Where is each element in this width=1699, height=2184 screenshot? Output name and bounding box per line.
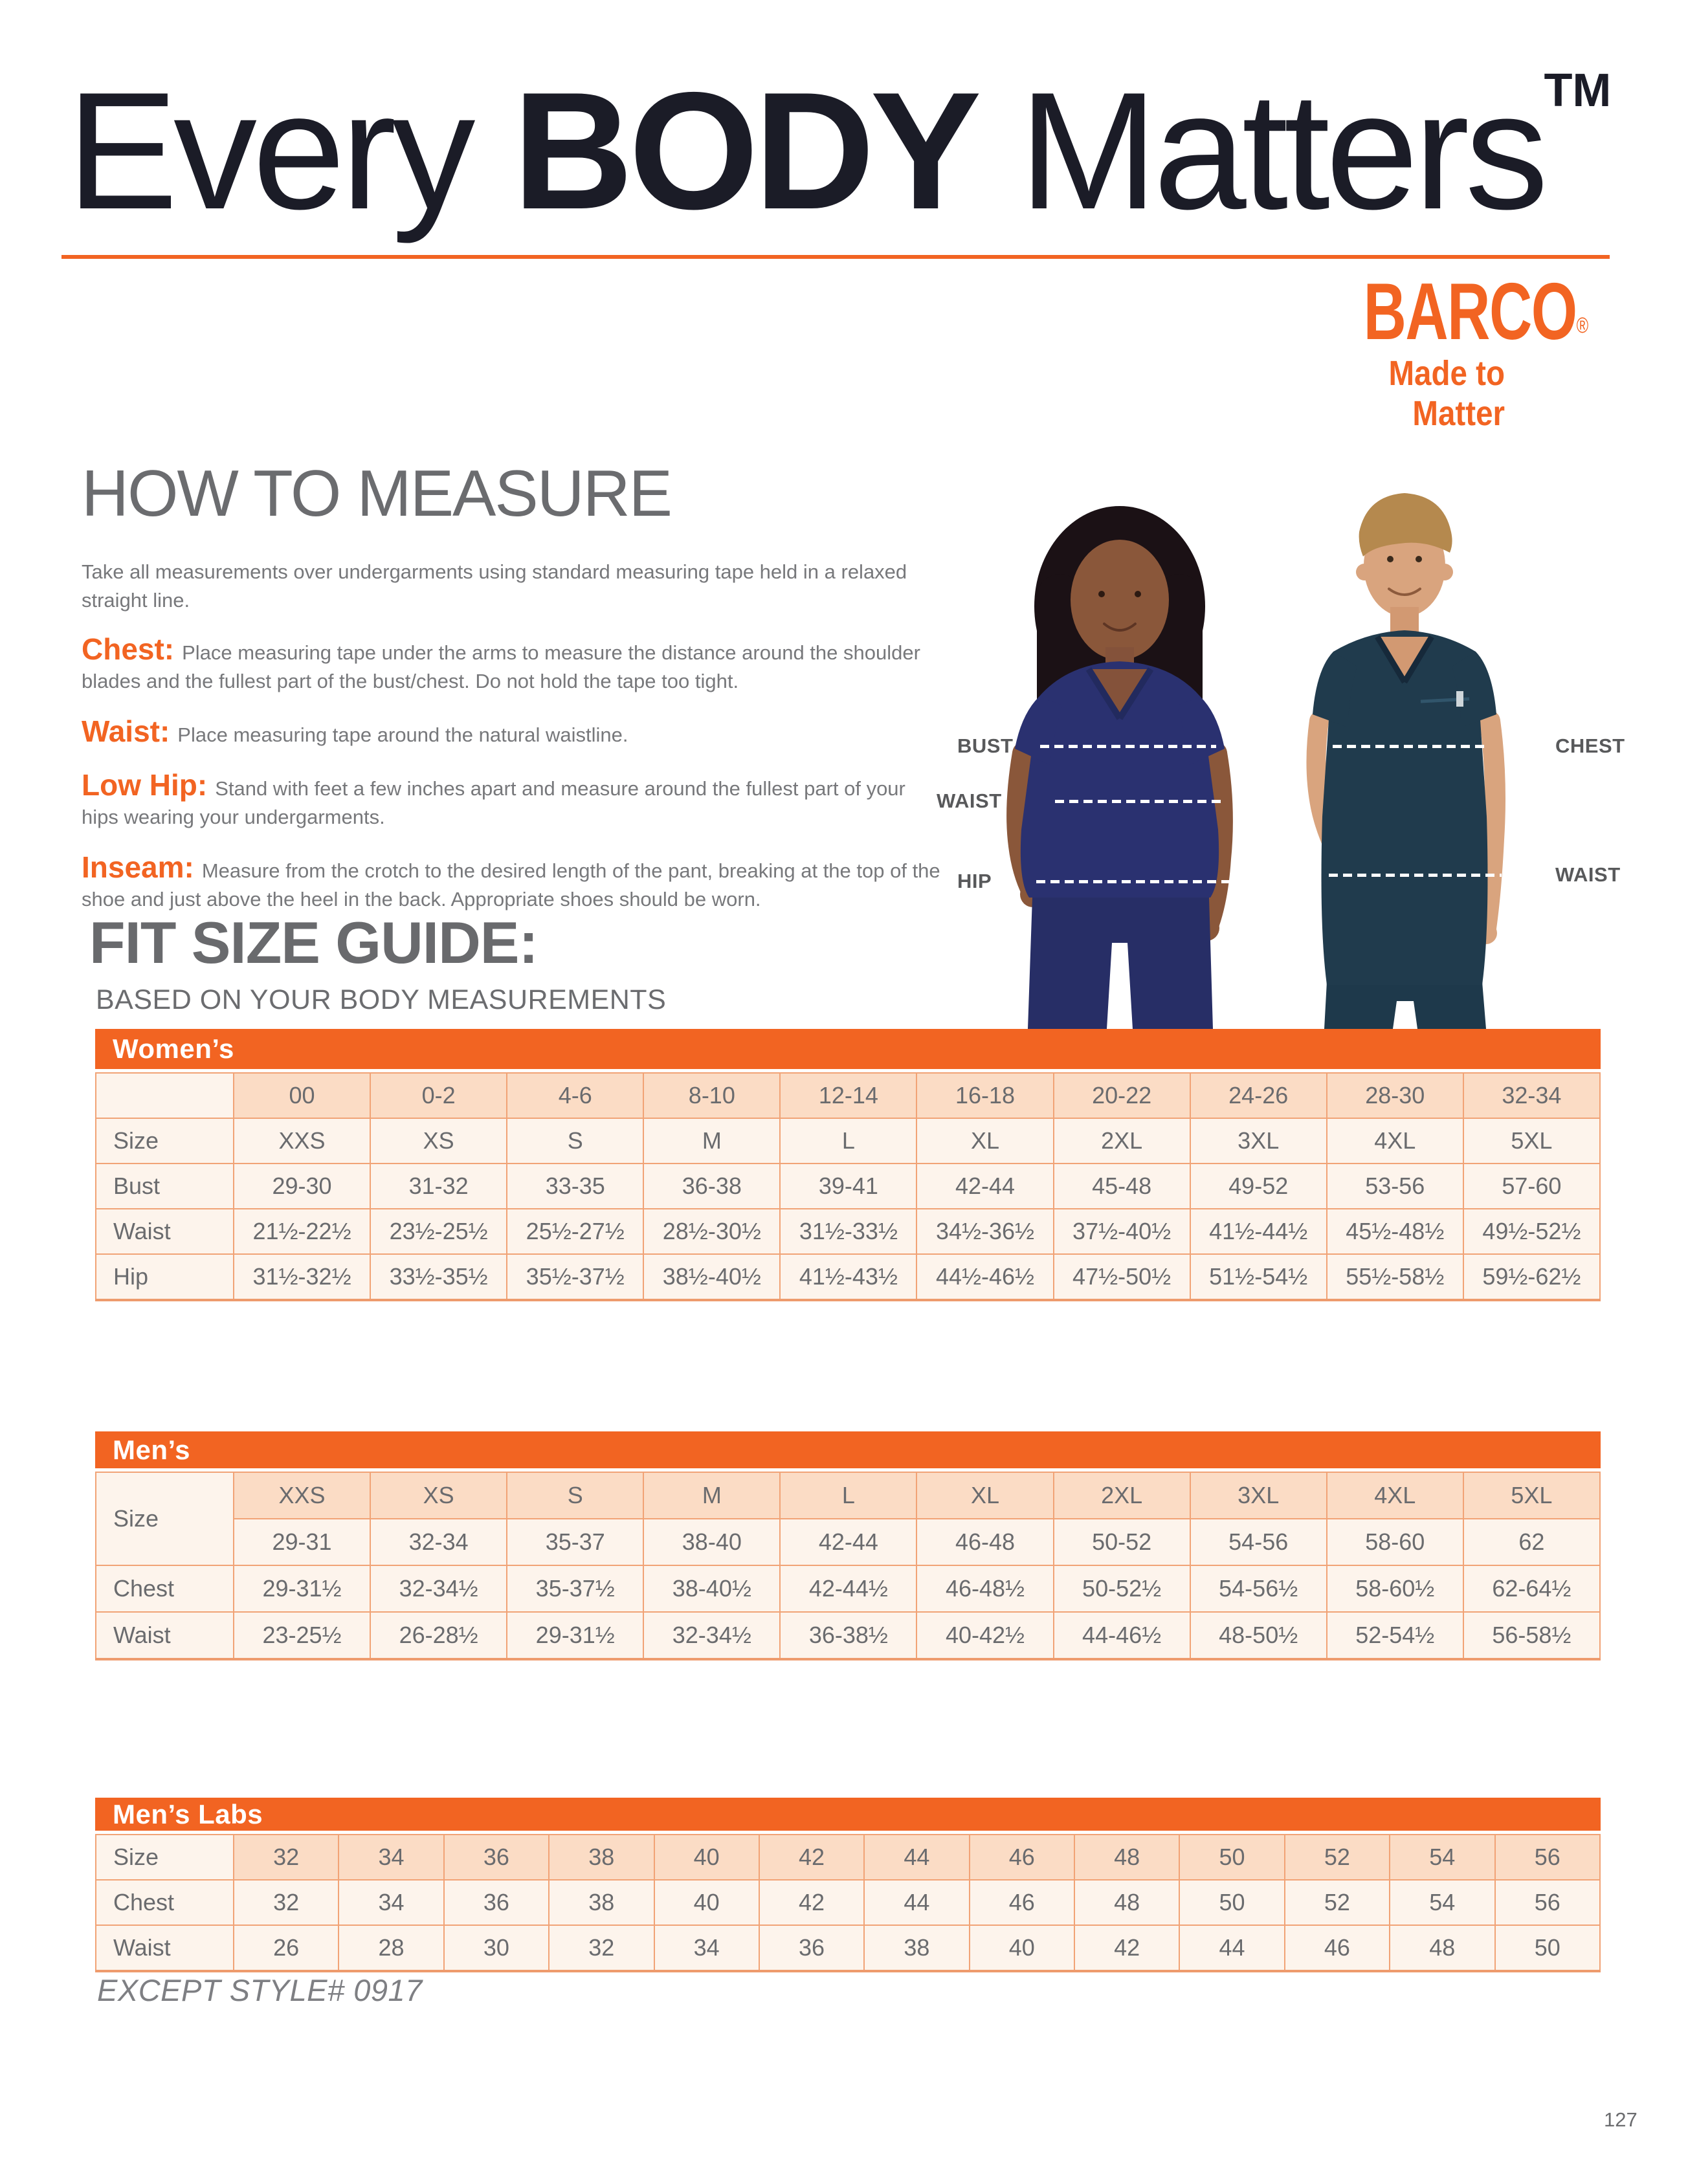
header-divider-rule <box>61 255 1610 259</box>
size-value-cell: 0-2 <box>370 1073 507 1118</box>
table-row <box>96 1209 1600 1254</box>
size-value-cell: 59½-62½ <box>1463 1254 1600 1300</box>
inseam-label: Inseam: <box>82 850 194 885</box>
size-value-cell: 44 <box>864 1880 969 1925</box>
size-value-cell: 36 <box>444 1835 549 1880</box>
size-value-cell: 46-48½ <box>916 1565 1053 1612</box>
size-value-cell: 50 <box>1179 1835 1284 1880</box>
size-value-cell: 44 <box>864 1835 969 1880</box>
size-value-cell: 4-6 <box>507 1073 643 1118</box>
size-value-cell: 34 <box>654 1925 759 1971</box>
size-value-cell: 49½-52½ <box>1463 1209 1600 1254</box>
size-value-cell: 49-52 <box>1190 1164 1327 1209</box>
row-label-cell: Chest <box>96 1565 234 1612</box>
size-value-cell: 5XL <box>1463 1472 1600 1519</box>
size-value-cell: 54-56 <box>1190 1519 1327 1565</box>
size-value-cell: 62 <box>1463 1519 1600 1565</box>
size-value-cell: 32-34½ <box>370 1565 507 1612</box>
size-value-cell: XL <box>916 1118 1053 1164</box>
size-value-cell: 29-31½ <box>507 1612 643 1659</box>
size-value-cell: 24-26 <box>1190 1073 1327 1118</box>
size-value-cell: 28½-30½ <box>643 1209 780 1254</box>
size-value-cell: XS <box>370 1118 507 1164</box>
size-value-cell: 62-64½ <box>1463 1565 1600 1612</box>
size-value-cell: 35½-37½ <box>507 1254 643 1300</box>
table-row <box>96 1880 1600 1925</box>
size-value-cell: 56 <box>1495 1880 1601 1925</box>
size-value-cell: 25½-27½ <box>507 1209 643 1254</box>
size-value-cell: 42 <box>1074 1925 1179 1971</box>
table-row <box>96 1835 1600 1880</box>
size-value-cell: 32 <box>234 1880 339 1925</box>
size-value-cell: S <box>507 1118 643 1164</box>
size-value-cell: M <box>643 1118 780 1164</box>
size-value-cell: 8-10 <box>643 1073 780 1118</box>
size-value-cell: 48 <box>1074 1835 1179 1880</box>
waist-label: Waist: <box>82 714 170 749</box>
instruction-inseam <box>82 852 942 914</box>
instruction-waist <box>82 716 942 749</box>
size-value-cell: 29-31½ <box>234 1565 370 1612</box>
size-value-cell: 50 <box>1495 1925 1601 1971</box>
size-value-cell: 48 <box>1074 1880 1179 1925</box>
chest-label: Chest: <box>82 632 175 667</box>
size-value-cell: 28-30 <box>1327 1073 1463 1118</box>
size-value-cell: 3XL <box>1190 1118 1327 1164</box>
size-value-cell: 31-32 <box>370 1164 507 1209</box>
size-value-cell: M <box>643 1472 780 1519</box>
fit-size-guide-heading: FIT SIZE GUIDE: <box>89 910 538 976</box>
measuring-instructions <box>82 558 942 934</box>
womens-table-title: Women’s <box>95 1029 1601 1069</box>
mens-size-table <box>95 1431 1601 1660</box>
waist-text: Place measuring tape around the natural waistline. <box>177 723 628 747</box>
size-value-cell: L <box>780 1118 916 1164</box>
size-value-cell: 54 <box>1390 1835 1494 1880</box>
size-value-cell: 36 <box>444 1880 549 1925</box>
size-value-cell: 33½-35½ <box>370 1254 507 1300</box>
page-number: 127 <box>1604 2108 1638 2131</box>
size-value-cell: 54 <box>1390 1880 1494 1925</box>
size-value-cell: 21½-22½ <box>234 1209 370 1254</box>
size-value-cell: 28 <box>339 1925 443 1971</box>
size-value-cell: 34 <box>339 1880 443 1925</box>
size-value-cell: 54-56½ <box>1190 1565 1327 1612</box>
size-value-cell: 48 <box>1390 1925 1494 1971</box>
table-row <box>96 1565 1600 1612</box>
trademark-symbol: TM <box>1544 65 1612 116</box>
row-label-cell: Size <box>96 1472 234 1565</box>
bust-callout-label: BUST <box>957 734 1014 757</box>
registered-mark-icon: ® <box>1576 313 1588 338</box>
size-value-cell: 44-46½ <box>1054 1612 1190 1659</box>
size-value-cell: 46 <box>970 1880 1074 1925</box>
size-value-cell: 26-28½ <box>370 1612 507 1659</box>
size-value-cell: 50 <box>1179 1880 1284 1925</box>
size-value-cell: 2XL <box>1054 1118 1190 1164</box>
size-value-cell: 4XL <box>1327 1472 1463 1519</box>
size-value-cell: L <box>780 1472 916 1519</box>
size-value-cell: 32-34½ <box>643 1612 780 1659</box>
row-label-cell: Chest <box>96 1880 234 1925</box>
table-row <box>96 1519 1600 1565</box>
size-value-cell: 55½-58½ <box>1327 1254 1463 1300</box>
size-value-cell: 29-31 <box>234 1519 370 1565</box>
womens-table-grid <box>95 1072 1601 1301</box>
size-value-cell: XL <box>916 1472 1053 1519</box>
mens-labs-table-grid <box>95 1834 1601 1972</box>
size-value-cell: 57-60 <box>1463 1164 1600 1209</box>
size-value-cell: 32-34 <box>1463 1073 1600 1118</box>
size-value-cell: 40 <box>970 1925 1074 1971</box>
low-hip-label: Low Hip: <box>82 768 208 802</box>
row-label-cell: Size <box>96 1835 234 1880</box>
female-waist-measure-line <box>1055 800 1224 803</box>
size-value-cell: 50-52 <box>1054 1519 1190 1565</box>
size-value-cell: XS <box>370 1472 507 1519</box>
size-value-cell: 42-44 <box>780 1519 916 1565</box>
title-word-matters: Matters <box>977 57 1544 244</box>
size-value-cell: 47½-50½ <box>1054 1254 1190 1300</box>
size-value-cell: 52 <box>1285 1835 1390 1880</box>
mens-labs-size-table <box>95 1798 1601 1972</box>
size-value-cell: 23½-25½ <box>370 1209 507 1254</box>
size-value-cell: 34 <box>339 1835 443 1880</box>
table-row <box>96 1472 1600 1519</box>
size-value-cell: XXS <box>234 1472 370 1519</box>
table-row <box>96 1925 1600 1971</box>
table-row <box>96 1118 1600 1164</box>
size-value-cell: 32 <box>549 1925 654 1971</box>
row-label-cell: Waist <box>96 1925 234 1971</box>
row-label-cell: Waist <box>96 1612 234 1659</box>
size-value-cell: 46 <box>1285 1925 1390 1971</box>
barco-logo: BARCO® <box>1363 267 1588 357</box>
size-value-cell: 40 <box>654 1835 759 1880</box>
size-value-cell: 52-54½ <box>1327 1612 1463 1659</box>
size-value-cell: 12-14 <box>780 1073 916 1118</box>
measurement-models-figure <box>867 467 1689 1029</box>
instructions-intro: Take all measurements over undergarments using standard measuring tape held in a relaxed straight line. <box>82 560 907 612</box>
size-value-cell: 46-48 <box>916 1519 1053 1565</box>
row-label-cell: Bust <box>96 1164 234 1209</box>
fit-size-guide-subheading: BASED ON YOUR BODY MEASUREMENTS <box>96 984 667 1015</box>
male-model-illustration <box>1262 467 1579 1029</box>
hip-callout-label: HIP <box>957 870 992 892</box>
size-value-cell: 56-58½ <box>1463 1612 1600 1659</box>
size-value-cell: 36-38½ <box>780 1612 916 1659</box>
chest-callout-label: CHEST <box>1555 734 1625 757</box>
size-value-cell: 00 <box>234 1073 370 1118</box>
chest-measure-line <box>1333 745 1487 748</box>
inseam-text: Measure from the crotch to the desired length of the pant, breaking at the top of the shoe and just above the heel in the back. Appropriate shoes should be worn. <box>82 859 940 911</box>
size-value-cell: 26 <box>234 1925 339 1971</box>
size-value-cell: 41½-44½ <box>1190 1209 1327 1254</box>
male-waist-callout-label: WAIST <box>1555 863 1621 886</box>
size-value-cell: 58-60½ <box>1327 1565 1463 1612</box>
size-value-cell: 20-22 <box>1054 1073 1190 1118</box>
size-value-cell: 33-35 <box>507 1164 643 1209</box>
size-value-cell: 56 <box>1495 1835 1601 1880</box>
size-value-cell: 38 <box>864 1925 969 1971</box>
size-value-cell: 45½-48½ <box>1327 1209 1463 1254</box>
size-value-cell: 34½-36½ <box>916 1209 1053 1254</box>
table-row <box>96 1073 1600 1118</box>
size-value-cell: 37½-40½ <box>1054 1209 1190 1254</box>
page-title <box>67 57 1612 244</box>
bust-measure-line <box>1040 745 1216 748</box>
row-label-cell <box>96 1073 234 1118</box>
size-value-cell: 39-41 <box>780 1164 916 1209</box>
size-value-cell: 31½-32½ <box>234 1254 370 1300</box>
size-value-cell: 46 <box>970 1835 1074 1880</box>
size-value-cell: 53-56 <box>1327 1164 1463 1209</box>
size-value-cell: 38½-40½ <box>643 1254 780 1300</box>
size-value-cell: 42-44 <box>916 1164 1053 1209</box>
size-value-cell: 58-60 <box>1327 1519 1463 1565</box>
row-label-cell: Waist <box>96 1209 234 1254</box>
size-value-cell: 32-34 <box>370 1519 507 1565</box>
size-value-cell: 51½-54½ <box>1190 1254 1327 1300</box>
chest-text: Place measuring tape under the arms to measure the distance around the shoulder blades and the fullest part of the bust/chest. Do not hold the tape too tight. <box>82 641 920 693</box>
size-value-cell: 31½-33½ <box>780 1209 916 1254</box>
size-value-cell: 42 <box>759 1835 864 1880</box>
size-value-cell: 30 <box>444 1925 549 1971</box>
size-value-cell: 35-37 <box>507 1519 643 1565</box>
size-value-cell: 23-25½ <box>234 1612 370 1659</box>
instruction-low-hip <box>82 770 942 832</box>
male-waist-measure-line <box>1329 874 1502 877</box>
style-exception-footnote: EXCEPT STYLE# 0917 <box>97 1973 423 2007</box>
instruction-chest <box>82 634 942 696</box>
size-value-cell: 5XL <box>1463 1118 1600 1164</box>
size-value-cell: 35-37½ <box>507 1565 643 1612</box>
size-value-cell: 2XL <box>1054 1472 1190 1519</box>
brand-tagline: Made to Matter <box>1388 354 1505 434</box>
size-value-cell: 42 <box>759 1880 864 1925</box>
size-value-cell: S <box>507 1472 643 1519</box>
mens-labs-table-title: Men’s Labs <box>95 1798 1601 1831</box>
size-value-cell: 42-44½ <box>780 1565 916 1612</box>
size-value-cell: 41½-43½ <box>780 1254 916 1300</box>
size-value-cell: 40-42½ <box>916 1612 1053 1659</box>
size-value-cell: 48-50½ <box>1190 1612 1327 1659</box>
size-value-cell: 38 <box>549 1835 654 1880</box>
low-hip-text: Stand with feet a few inches apart and measure around the fullest part of your hips wearing your undergarments. <box>82 777 905 829</box>
size-value-cell: 40 <box>654 1880 759 1925</box>
size-value-cell: 16-18 <box>916 1073 1053 1118</box>
table-row <box>96 1164 1600 1209</box>
brand-logo-lockup <box>1285 267 1588 434</box>
row-label-cell: Hip <box>96 1254 234 1300</box>
size-value-cell: 44½-46½ <box>916 1254 1053 1300</box>
how-to-measure-heading: HOW TO MEASURE <box>82 458 672 530</box>
size-value-cell: 50-52½ <box>1054 1565 1190 1612</box>
size-value-cell: 38-40½ <box>643 1565 780 1612</box>
hip-measure-line <box>1036 880 1247 883</box>
table-row <box>96 1612 1600 1659</box>
table-row <box>96 1254 1600 1300</box>
size-value-cell: 44 <box>1179 1925 1284 1971</box>
row-label-cell: Size <box>96 1118 234 1164</box>
size-value-cell: 4XL <box>1327 1118 1463 1164</box>
size-value-cell: XXS <box>234 1118 370 1164</box>
mens-table-title: Men’s <box>95 1431 1601 1468</box>
size-value-cell: 29-30 <box>234 1164 370 1209</box>
mens-table-grid <box>95 1472 1601 1660</box>
size-value-cell: 3XL <box>1190 1472 1327 1519</box>
size-value-cell: 32 <box>234 1835 339 1880</box>
size-value-cell: 38 <box>549 1880 654 1925</box>
womens-size-table <box>95 1029 1601 1301</box>
size-value-cell: 45-48 <box>1054 1164 1190 1209</box>
female-waist-callout-label: WAIST <box>937 789 1002 812</box>
title-word-every: Every <box>67 57 513 244</box>
size-value-cell: 52 <box>1285 1880 1390 1925</box>
size-value-cell: 36-38 <box>643 1164 780 1209</box>
title-word-body: BODY <box>513 57 977 244</box>
size-value-cell: 36 <box>759 1925 864 1971</box>
size-value-cell: 38-40 <box>643 1519 780 1565</box>
